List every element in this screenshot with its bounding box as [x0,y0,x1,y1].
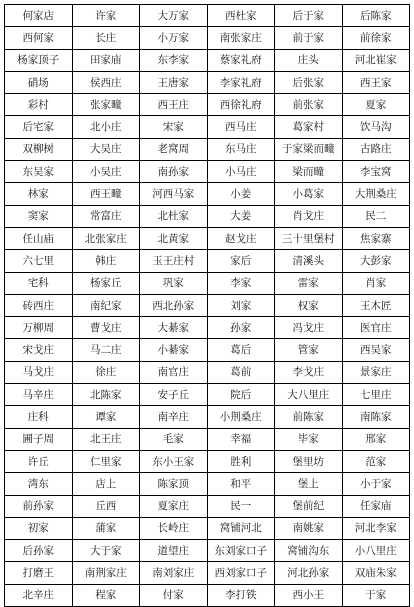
table-cell: 侯西庄 [72,71,140,93]
table-cell: 大八里庄 [275,384,343,406]
table-cell: 北陈家 [72,384,140,406]
table-cell: 葛后 [207,339,275,361]
table-cell: 仁里家 [72,450,140,472]
table-cell: 张家疃 [72,94,140,116]
table-cell: 杨家顶子 [5,49,73,71]
table-cell: 李戈庄 [275,361,343,383]
table-cell: 夏家 [342,94,410,116]
table-row [5,517,410,539]
table-body [5,5,410,607]
table-cell: 河北崔家 [342,49,410,71]
table-cell: 后陈家 [342,5,410,27]
table-cell: 范家 [342,450,410,472]
table-cell: 南姚家 [275,517,343,539]
table-row [5,183,410,205]
table-cell: 林家 [5,183,73,205]
table-cell: 大姜 [207,205,275,227]
table-cell: 西刘家口子 [207,562,275,584]
table-cell: 庄科 [5,406,73,428]
table-cell: 硝场 [5,71,73,93]
table-cell: 马二庄 [72,339,140,361]
table-cell: 宅科 [5,272,73,294]
table-cell: 古路庄 [342,138,410,160]
table-cell: 许丘 [5,450,73,472]
table-cell: 雷家 [275,272,343,294]
table-cell: 老窝周 [140,138,208,160]
table-cell: 于家 [342,584,410,606]
table-cell: 刘家 [207,294,275,316]
table-cell: 管家 [275,339,343,361]
table-cell: 西北孙家 [140,294,208,316]
table-cell: 西王家 [342,71,410,93]
table-cell: 和平 [207,473,275,495]
table-cell: 后张家 [275,71,343,93]
table-row [5,428,410,450]
table-cell: 小吴庄 [72,161,140,183]
table-row [5,384,410,406]
table-cell: 堡前纪 [275,495,343,517]
table-cell: 圃子周 [5,428,73,450]
table-cell: 曹戈庄 [72,317,140,339]
table-row [5,406,410,428]
table-cell: 东马庄 [207,138,275,160]
table-cell: 南刘家庄 [140,562,208,584]
table-cell: 前于家 [275,27,343,49]
table-cell: 万柳周 [5,317,73,339]
table-cell: 西王庄 [140,94,208,116]
table-row [5,339,410,361]
table-cell: 任家庙 [342,495,410,517]
table-row [5,205,410,227]
table-cell: 院后 [207,384,275,406]
table-cell: 许家 [72,5,140,27]
table-cell: 民二 [342,205,410,227]
table-row [5,495,410,517]
table-cell: 胜利 [207,450,275,472]
table-cell: 小于家 [342,473,410,495]
table-cell: 幸福 [207,428,275,450]
table-row [5,138,410,160]
table-cell: 西小王 [275,584,343,606]
table-cell: 毕家 [275,428,343,450]
table-cell: 后宅家 [5,116,73,138]
table-row [5,116,410,138]
table-cell: 东吴家 [5,161,73,183]
table-cell: 南孙家 [140,161,208,183]
table-row [5,94,410,116]
table-cell: 马辛庄 [5,384,73,406]
table-cell: 田家庙 [72,49,140,71]
table-cell: 医官庄 [342,317,410,339]
table-cell: 北张家庄 [72,227,140,249]
table-cell: 三十里堡村 [275,227,343,249]
table-row [5,272,410,294]
table-cell: 小綦家 [140,339,208,361]
table-cell: 大彭家 [342,250,410,272]
table-cell: 打磨王 [5,562,73,584]
table-cell: 付家 [140,584,208,606]
table-cell: 前陈家 [275,406,343,428]
table-row [5,317,410,339]
table-cell: 肖戈庄 [275,205,343,227]
table-cell: 冯戈庄 [275,317,343,339]
table-row [5,27,410,49]
table-cell: 窝铺沟东 [275,540,343,562]
table-cell: 后孙家 [5,540,73,562]
table-cell: 长庄 [72,27,140,49]
table-cell: 北杜家 [140,205,208,227]
table-cell: 蒲家 [72,517,140,539]
table-cell: 北王庄 [72,428,140,450]
table-cell: 常富庄 [72,205,140,227]
table-cell: 夏家庄 [140,495,208,517]
table-cell: 王唐家 [140,71,208,93]
village-name-table [4,4,410,607]
table-cell: 徐庄 [72,361,140,383]
table-cell: 东刘家口子 [207,540,275,562]
table-cell: 初家 [5,517,73,539]
table-cell: 北小庄 [72,116,140,138]
table-cell: 马戈庄 [5,361,73,383]
table-row [5,562,410,584]
table-cell: 赵戈庄 [207,227,275,249]
table-cell: 河西马家 [140,183,208,205]
table-cell: 前孙家 [5,495,73,517]
table-cell: 清溪头 [275,250,343,272]
table-cell: 彩村 [5,94,73,116]
table-cell: 任山庙 [5,227,73,249]
table-cell: 景家庄 [342,361,410,383]
table-cell: 后于家 [275,5,343,27]
table-cell: 小马庄 [207,161,275,183]
table-cell: 窦家 [5,205,73,227]
table-cell: 西徐礼府 [207,94,275,116]
table-cell: 饮马沟 [342,116,410,138]
table-cell: 王木匠 [342,294,410,316]
table-cell: 东李家 [140,49,208,71]
table-row [5,227,410,249]
table-row [5,450,410,472]
table-cell: 大綦家 [140,317,208,339]
table-cell: 家后 [207,250,275,272]
table-cell: 邢家 [342,428,410,450]
table-cell: 于家梁而疃 [275,138,343,160]
table-row [5,361,410,383]
table-row [5,473,410,495]
table-cell: 焦家寨 [342,227,410,249]
table-cell: 北辛庄 [5,584,73,606]
table-cell: 韩庄 [72,250,140,272]
table-cell: 堡上 [275,473,343,495]
table-cell: 西王疃 [72,183,140,205]
table-cell: 南纪家 [72,294,140,316]
table-cell: 玉王庄村 [140,250,208,272]
table-cell: 西何家 [5,27,73,49]
table-cell: 宋戈庄 [5,339,73,361]
table-cell: 小葛家 [275,183,343,205]
table-cell: 巩家 [140,272,208,294]
table-cell: 双柳树 [5,138,73,160]
table-cell: 窝铺河北 [207,517,275,539]
table-cell: 七里庄 [342,384,410,406]
table-cell: 西吴家 [342,339,410,361]
table-cell: 双庙朱家 [342,562,410,584]
table-row [5,71,410,93]
table-row [5,540,410,562]
table-cell: 蔡家礼府 [207,49,275,71]
table-cell: 小荆桑庄 [207,406,275,428]
table-row [5,294,410,316]
table-cell: 六七里 [5,250,73,272]
table-row [5,161,410,183]
table-cell: 大吴庄 [72,138,140,160]
table-row [5,5,410,27]
table-cell: 北黄家 [140,227,208,249]
table-cell: 小万家 [140,27,208,49]
table-cell: 庄头 [275,49,343,71]
table-cell: 何家店 [5,5,73,27]
table-cell: 河北李家 [342,517,410,539]
table-cell: 南张家庄 [207,27,275,49]
table-cell: 东小王家 [140,450,208,472]
table-cell: 小八里庄 [342,540,410,562]
table-cell: 安子丘 [140,384,208,406]
table-cell: 梁而疃 [275,161,343,183]
table-cell: 肖家 [342,272,410,294]
table-cell: 葛家村 [275,116,343,138]
table-cell: 权家 [275,294,343,316]
table-cell: 宋家 [140,116,208,138]
table-cell: 李打铁 [207,584,275,606]
table-cell: 丘西 [72,495,140,517]
table-cell: 大荆桑庄 [342,183,410,205]
table-cell: 南陈家 [342,406,410,428]
table-row [5,49,410,71]
table-cell: 李家 [207,272,275,294]
table-cell: 小姜 [207,183,275,205]
table-cell: 谭家 [72,406,140,428]
table-cell: 李家礼府 [207,71,275,93]
table-cell: 南官庄 [140,361,208,383]
table-cell: 西马庄 [207,116,275,138]
table-cell: 河北孙家 [275,562,343,584]
table-cell: 李宝窝 [342,161,410,183]
table-cell: 店上 [72,473,140,495]
table-cell: 毛家 [140,428,208,450]
table-cell: 西杜家 [207,5,275,27]
table-cell: 南辛庄 [140,406,208,428]
table-cell: 大于家 [72,540,140,562]
table-cell: 堡里坊 [275,450,343,472]
table-cell: 民一 [207,495,275,517]
table-cell: 程家 [72,584,140,606]
table-cell: 葛前 [207,361,275,383]
table-row [5,584,410,606]
table-cell: 陈家顶 [140,473,208,495]
table-cell: 孙家 [207,317,275,339]
table-cell: 湾东 [5,473,73,495]
table-cell: 砖西庄 [5,294,73,316]
table-cell: 前徐家 [342,27,410,49]
table-cell: 前张家 [275,94,343,116]
table-cell: 长岭庄 [140,517,208,539]
table-cell: 道望庄 [140,540,208,562]
table-cell: 南荆家庄 [72,562,140,584]
table-row [5,250,410,272]
table-cell: 大万家 [140,5,208,27]
table-cell: 杨家丘 [72,272,140,294]
